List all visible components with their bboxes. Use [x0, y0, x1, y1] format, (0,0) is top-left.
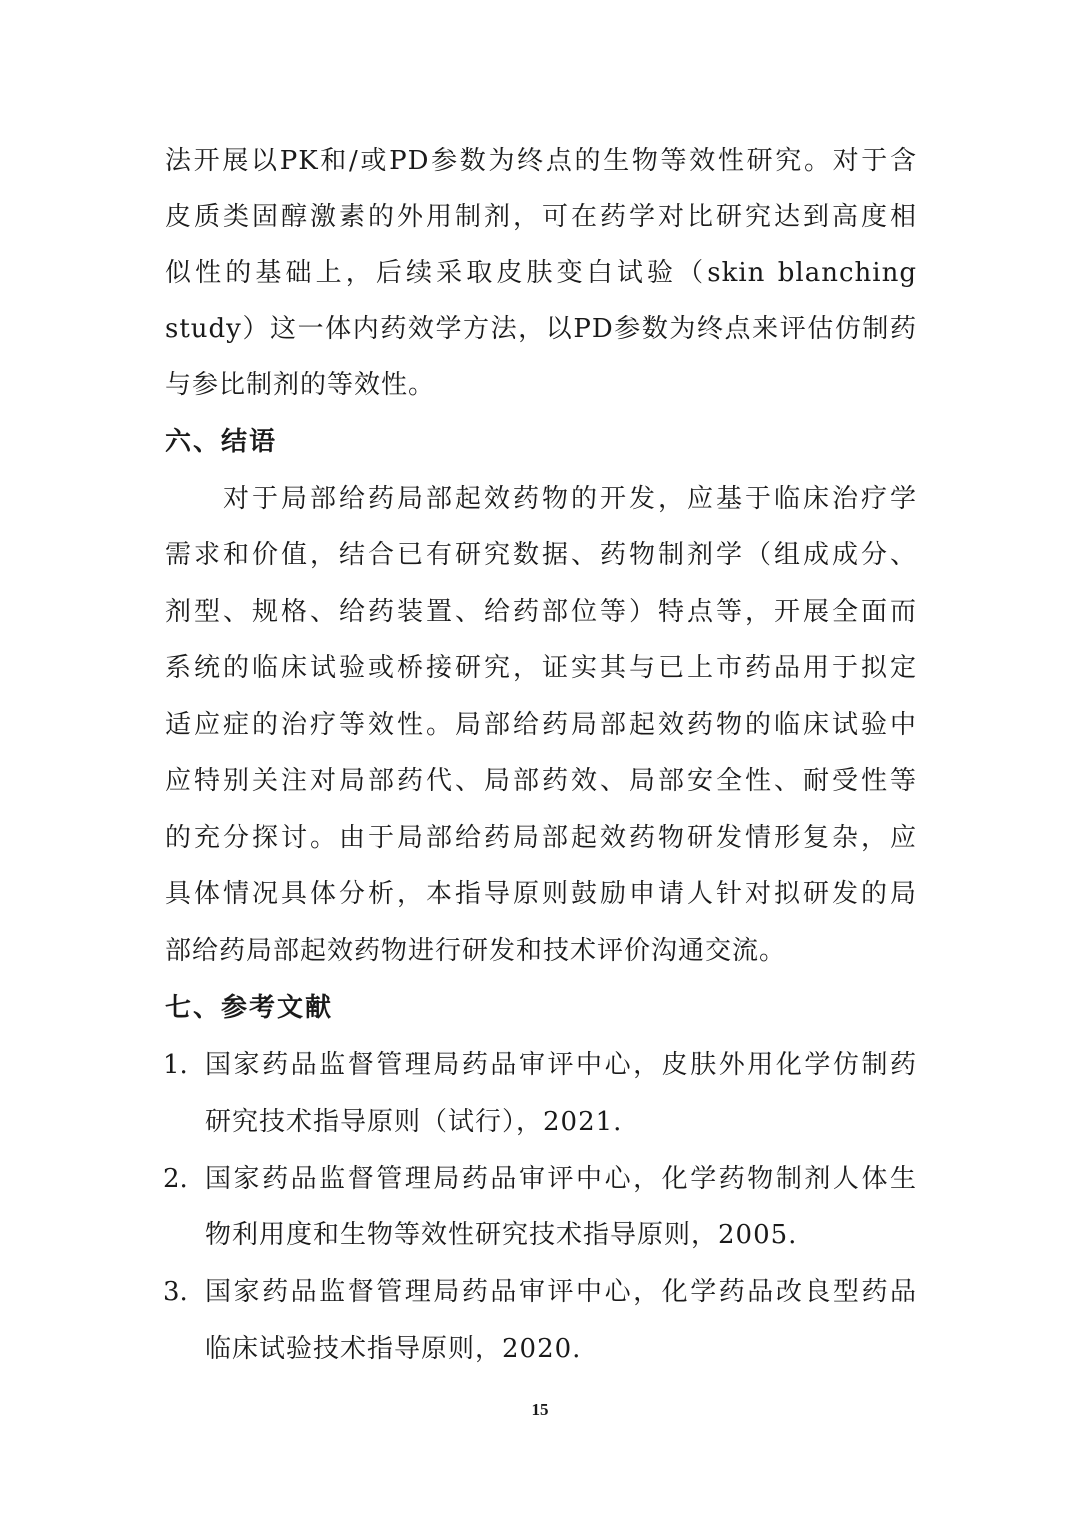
paragraph-line: 法开展以PK和/或PD参数为终点的生物等效性研究。对于含	[165, 146, 917, 176]
paragraph-line: 具体情况具体分析，本指导原则鼓励申请人针对拟研发的局	[165, 879, 917, 909]
paragraph-line: 与参比制剂的等效性。	[165, 370, 436, 400]
paragraph-line: 似性的基础上，后续采取皮肤变白试验（skin blanching	[165, 258, 917, 288]
reference-line: 国家药品监督管理局药品审评中心，皮肤外用化学仿制药	[205, 1050, 917, 1080]
page-number: 15	[531, 1400, 549, 1419]
paragraph-line: 系统的临床试验或桥接研究，证实其与已上市药品用于拟定	[165, 653, 917, 683]
reference-number: 3.	[163, 1277, 188, 1307]
paragraph-line: study）这一体内药效学方法，以PD参数为终点来评估仿制药	[165, 314, 917, 344]
reference-line: 国家药品监督管理局药品审评中心，化学药品改良型药品	[205, 1277, 917, 1307]
paragraph-line: 应特别关注对局部药代、局部药效、局部安全性、耐受性等	[165, 766, 917, 796]
reference-number: 2.	[163, 1164, 188, 1194]
section-heading-conclusion: 六、结语	[165, 427, 278, 457]
paragraph-line: 剂型、规格、给药装置、给药部位等）特点等，开展全面而	[165, 597, 917, 627]
section-heading-references: 七、参考文献	[165, 993, 334, 1023]
paragraph-line: 对于局部给药局部起效药物的开发，应基于临床治疗学	[223, 484, 917, 514]
paragraph-line: 需求和价值，结合已有研究数据、药物制剂学（组成成分、	[165, 540, 917, 570]
reference-line: 物利用度和生物等效性研究技术指导原则，2005.	[205, 1220, 798, 1250]
reference-line: 临床试验技术指导原则，2020.	[205, 1334, 582, 1364]
paragraph-line: 的充分探讨。由于局部给药局部起效药物研发情形复杂，应	[165, 823, 917, 853]
paragraph-line: 皮质类固醇激素的外用制剂，可在药学对比研究达到高度相	[165, 202, 917, 232]
reference-line: 研究技术指导原则（试行），2021.	[205, 1107, 623, 1137]
reference-number: 1.	[163, 1050, 188, 1080]
paragraph-line: 适应症的治疗等效性。局部给药局部起效药物的临床试验中	[165, 710, 917, 740]
paragraph-line: 部给药局部起效药物进行研发和技术评价沟通交流。	[165, 936, 787, 966]
reference-line: 国家药品监督管理局药品审评中心，化学药物制剂人体生	[205, 1164, 917, 1194]
